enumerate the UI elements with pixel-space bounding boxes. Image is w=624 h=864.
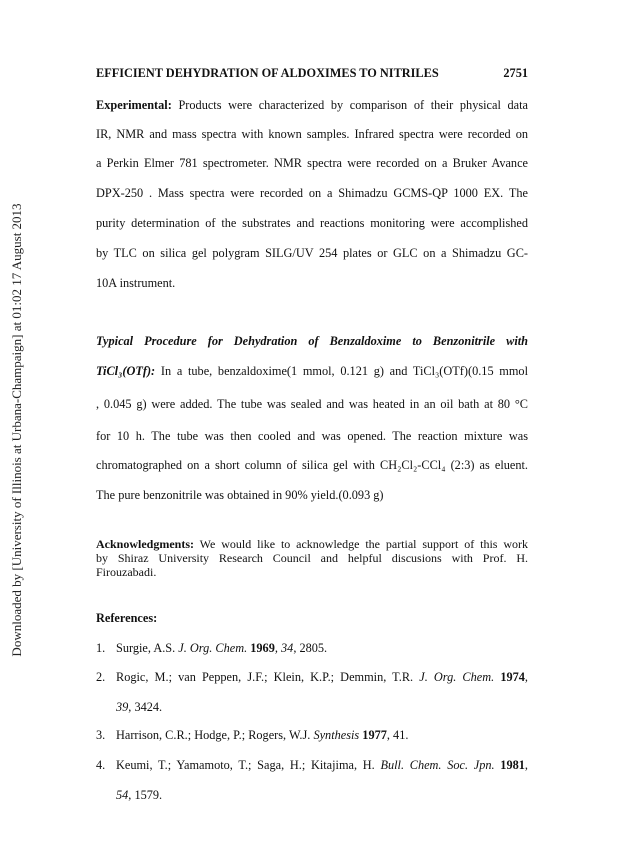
procedure-heading xyxy=(96,334,528,349)
experimental-line-5: purity determination of the substrates and reactions monitoring were accomplished xyxy=(96,216,528,230)
reference-year: 1981 xyxy=(494,758,525,772)
page-number: 2751 xyxy=(503,66,528,80)
experimental-line-4: DPX-250 . Mass spectra were recorded on a Shimadzu GCMS-QP 1000 EX. The xyxy=(96,186,528,200)
ack-line-1 xyxy=(96,537,528,552)
reference-authors: Harrison, C.R.; Hodge, P.; Rogers, W.J. xyxy=(116,728,314,742)
reference-authors: Surgie, A.S. xyxy=(116,641,179,655)
procedure-heading-reagent: TiCl₃(OTf): xyxy=(96,364,156,378)
ack-text: We would like to acknowledge the partial support of this work xyxy=(194,537,528,551)
procedure-line-2 xyxy=(96,364,528,379)
reference-year: 1969 xyxy=(247,641,275,655)
procedure-line-4: for 10 h. The tube was then cooled and was opened. The reaction mixture was xyxy=(96,429,528,443)
procedure-heading-text: Typical Procedure for Dehydration of Benzaldoxime to Benzonitrile with xyxy=(96,334,528,348)
reference-volume: 39 xyxy=(116,700,129,714)
reference-item xyxy=(96,670,528,685)
references-heading-text: References: xyxy=(96,611,158,625)
experimental-text: Products were characterized by comparison of their physical data xyxy=(171,98,528,112)
reference-journal: Bull. Chem. Soc. Jpn. xyxy=(380,758,495,772)
experimental-line-2: IR, NMR and mass spectra with known samples. Infrared spectra were recorded on xyxy=(96,127,528,141)
reference-year: 1977 xyxy=(359,728,387,742)
procedure-line-3: , 0.045 g) were added. The tube was sealed and was heated in an oil bath at 80 °C xyxy=(96,397,528,411)
reference-authors: Rogic, M.; van Peppen, J.F.; Klein, K.P.; Demmin, T.R. xyxy=(116,670,420,684)
ack-line-3: Firouzabadi. xyxy=(96,565,157,579)
reference-year: 1974 xyxy=(494,670,525,684)
procedure-line-5: chromatographed on a short column of silica gel with CH₂Cl₂-CCl₄ (2:3) as eluent. xyxy=(96,458,528,472)
reference-number: 4. xyxy=(96,758,106,772)
reference-continuation xyxy=(116,788,162,803)
reference-pages: , 2805. xyxy=(293,641,328,655)
reference-pages: , 41. xyxy=(386,728,409,742)
procedure-text: In a tube, benzaldoxime(1 mmol, 0.121 g) and TiCl₃(OTf)(0.15 mmol xyxy=(155,364,528,378)
reference-separator: , xyxy=(524,758,528,772)
download-notice: Downloaded by [University of Illinois at Urbana-Champaign] at 01:02 17 August 2013 xyxy=(9,203,24,657)
running-title: EFFICIENT DEHYDRATION OF ALDOXIMES TO NITRILES xyxy=(96,66,439,80)
reference-continuation xyxy=(116,700,162,715)
references-heading xyxy=(96,611,528,626)
ack-line-2: by Shiraz University Research Council and helpful discusions with Prof. H. xyxy=(96,551,528,565)
reference-item xyxy=(96,758,528,773)
experimental-heading: Experimental: xyxy=(96,98,172,112)
reference-item xyxy=(96,728,408,743)
experimental-line-1 xyxy=(96,98,528,113)
reference-volume: 54 xyxy=(116,788,129,802)
reference-journal: J. Org. Chem. xyxy=(178,641,248,655)
reference-journal: Synthesis xyxy=(313,728,360,742)
experimental-line-3: a Perkin Elmer 781 spectrometer. NMR spectra were recorded on a Bruker Avance xyxy=(96,156,528,170)
reference-number: 1. xyxy=(96,641,106,655)
experimental-line-7: 10A instrument. xyxy=(96,276,176,290)
reference-number: 2. xyxy=(96,670,106,684)
reference-separator: , xyxy=(524,670,528,684)
reference-pages: , 3424. xyxy=(128,700,163,714)
reference-authors: Keumi, T.; Yamamoto, T.; Saga, H.; Kitajima, H. xyxy=(116,758,381,772)
reference-item xyxy=(96,641,327,656)
reference-journal: J. Org. Chem. xyxy=(419,670,495,684)
experimental-line-6: by TLC on silica gel polygram SILG/UV 254 plates or GLC on a Shimadzu GC- xyxy=(96,246,528,260)
ack-heading: Acknowledgments: xyxy=(96,537,194,551)
reference-pages: , 1579. xyxy=(128,788,163,802)
running-header xyxy=(96,66,528,81)
procedure-line-6: The pure benzonitrile was obtained in 90% yield.(0.093 g) xyxy=(96,488,384,502)
reference-number: 3. xyxy=(96,728,106,742)
reference-volume: , 34 xyxy=(274,641,294,655)
